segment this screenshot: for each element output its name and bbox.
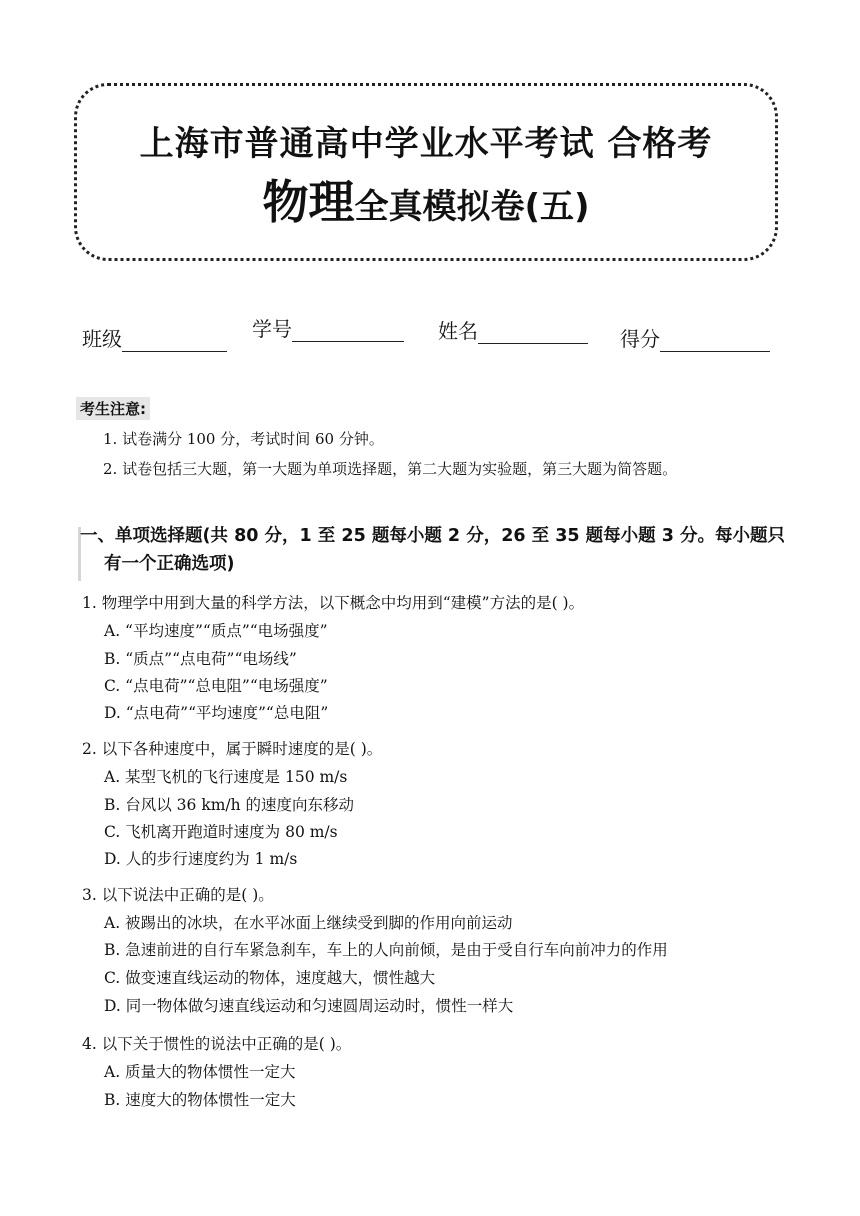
notice-item: 1. 试卷满分 100 分，考试时间 60 分钟。: [103, 430, 384, 448]
score-label: 得分: [620, 327, 660, 351]
question-1-option-d: D. “点电荷”“平均速度”“总电阻”: [104, 704, 329, 722]
subject-title: 物理: [262, 175, 355, 229]
question-4-stem: 4. 以下关于惯性的说法中正确的是( )。: [82, 1035, 352, 1053]
title-banner: [74, 83, 778, 261]
paper-title: [77, 166, 775, 232]
question-1-option-c: C. “点电荷”“总电阻”“电场强度”: [104, 677, 328, 695]
question-2-option-d: D. 人的步行速度约为 1 m/s: [104, 850, 298, 868]
question-4-option-b: B. 速度大的物体惯性一定大: [104, 1091, 296, 1109]
class-label: 班级: [82, 327, 122, 351]
question-3-option-b: B. 急速前进的自行车紧急刹车，车上的人向前倾，是由于受自行车向前冲力的作用: [104, 941, 668, 959]
question-1-stem: 1. 物理学中用到大量的科学方法，以下概念中均用到“建模”方法的是( )。: [82, 594, 585, 612]
section-title-line1: 一、单项选择题(共 80 分，1 至 25 题每小题 2 分，26 至 35 题每小题 3 分。每小题只: [80, 526, 786, 546]
question-1-option-a: A. “平均速度”“质点”“电场强度”: [104, 622, 328, 640]
name-field: [438, 315, 588, 344]
question-2-option-b: B. 台风以 36 km/h 的速度向东移动: [104, 796, 355, 814]
student-no-field: [252, 313, 404, 342]
section-title-line2: 有一个正确选项): [104, 554, 235, 574]
paper-subtitle: 全真模拟卷(五): [354, 187, 590, 227]
question-2-stem: 2. 以下各种速度中，属于瞬时速度的是( )。: [82, 740, 383, 758]
question-4-option-a: A. 质量大的物体惯性一定大: [104, 1063, 296, 1081]
class-blank[interactable]: [122, 329, 227, 352]
student-no-label: 学号: [252, 317, 292, 341]
score-blank[interactable]: [660, 329, 770, 352]
notice-item: 2. 试卷包括三大题，第一大题为单项选择题，第二大题为实验题，第三大题为简答题。: [103, 460, 678, 478]
question-3-option-c: C. 做变速直线运动的物体，速度越大，惯性越大: [104, 969, 436, 987]
class-field: [82, 323, 227, 352]
question-1-option-b: B. “质点”“点电荷”“电场线”: [104, 650, 297, 668]
section-title: [80, 522, 790, 578]
notice-title: 考生注意:: [76, 397, 150, 420]
question-3-stem: 3. 以下说法中正确的是( )。: [82, 886, 274, 904]
question-2-option-c: C. 飞机离开跑道时速度为 80 m/s: [104, 823, 338, 841]
exam-title: 上海市普通高中学业水平考试 合格考: [139, 124, 713, 164]
score-field: [620, 323, 770, 352]
name-label: 姓名: [438, 319, 478, 343]
name-blank[interactable]: [478, 321, 588, 344]
student-no-blank[interactable]: [292, 319, 404, 342]
question-2-option-a: A. 某型飞机的飞行速度是 150 m/s: [104, 768, 348, 786]
question-3-option-d: D. 同一物体做匀速直线运动和匀速圆周运动时，惯性一样大: [104, 997, 514, 1015]
question-3-option-a: A. 被踢出的冰块，在水平冰面上继续受到脚的作用向前运动: [104, 914, 513, 932]
